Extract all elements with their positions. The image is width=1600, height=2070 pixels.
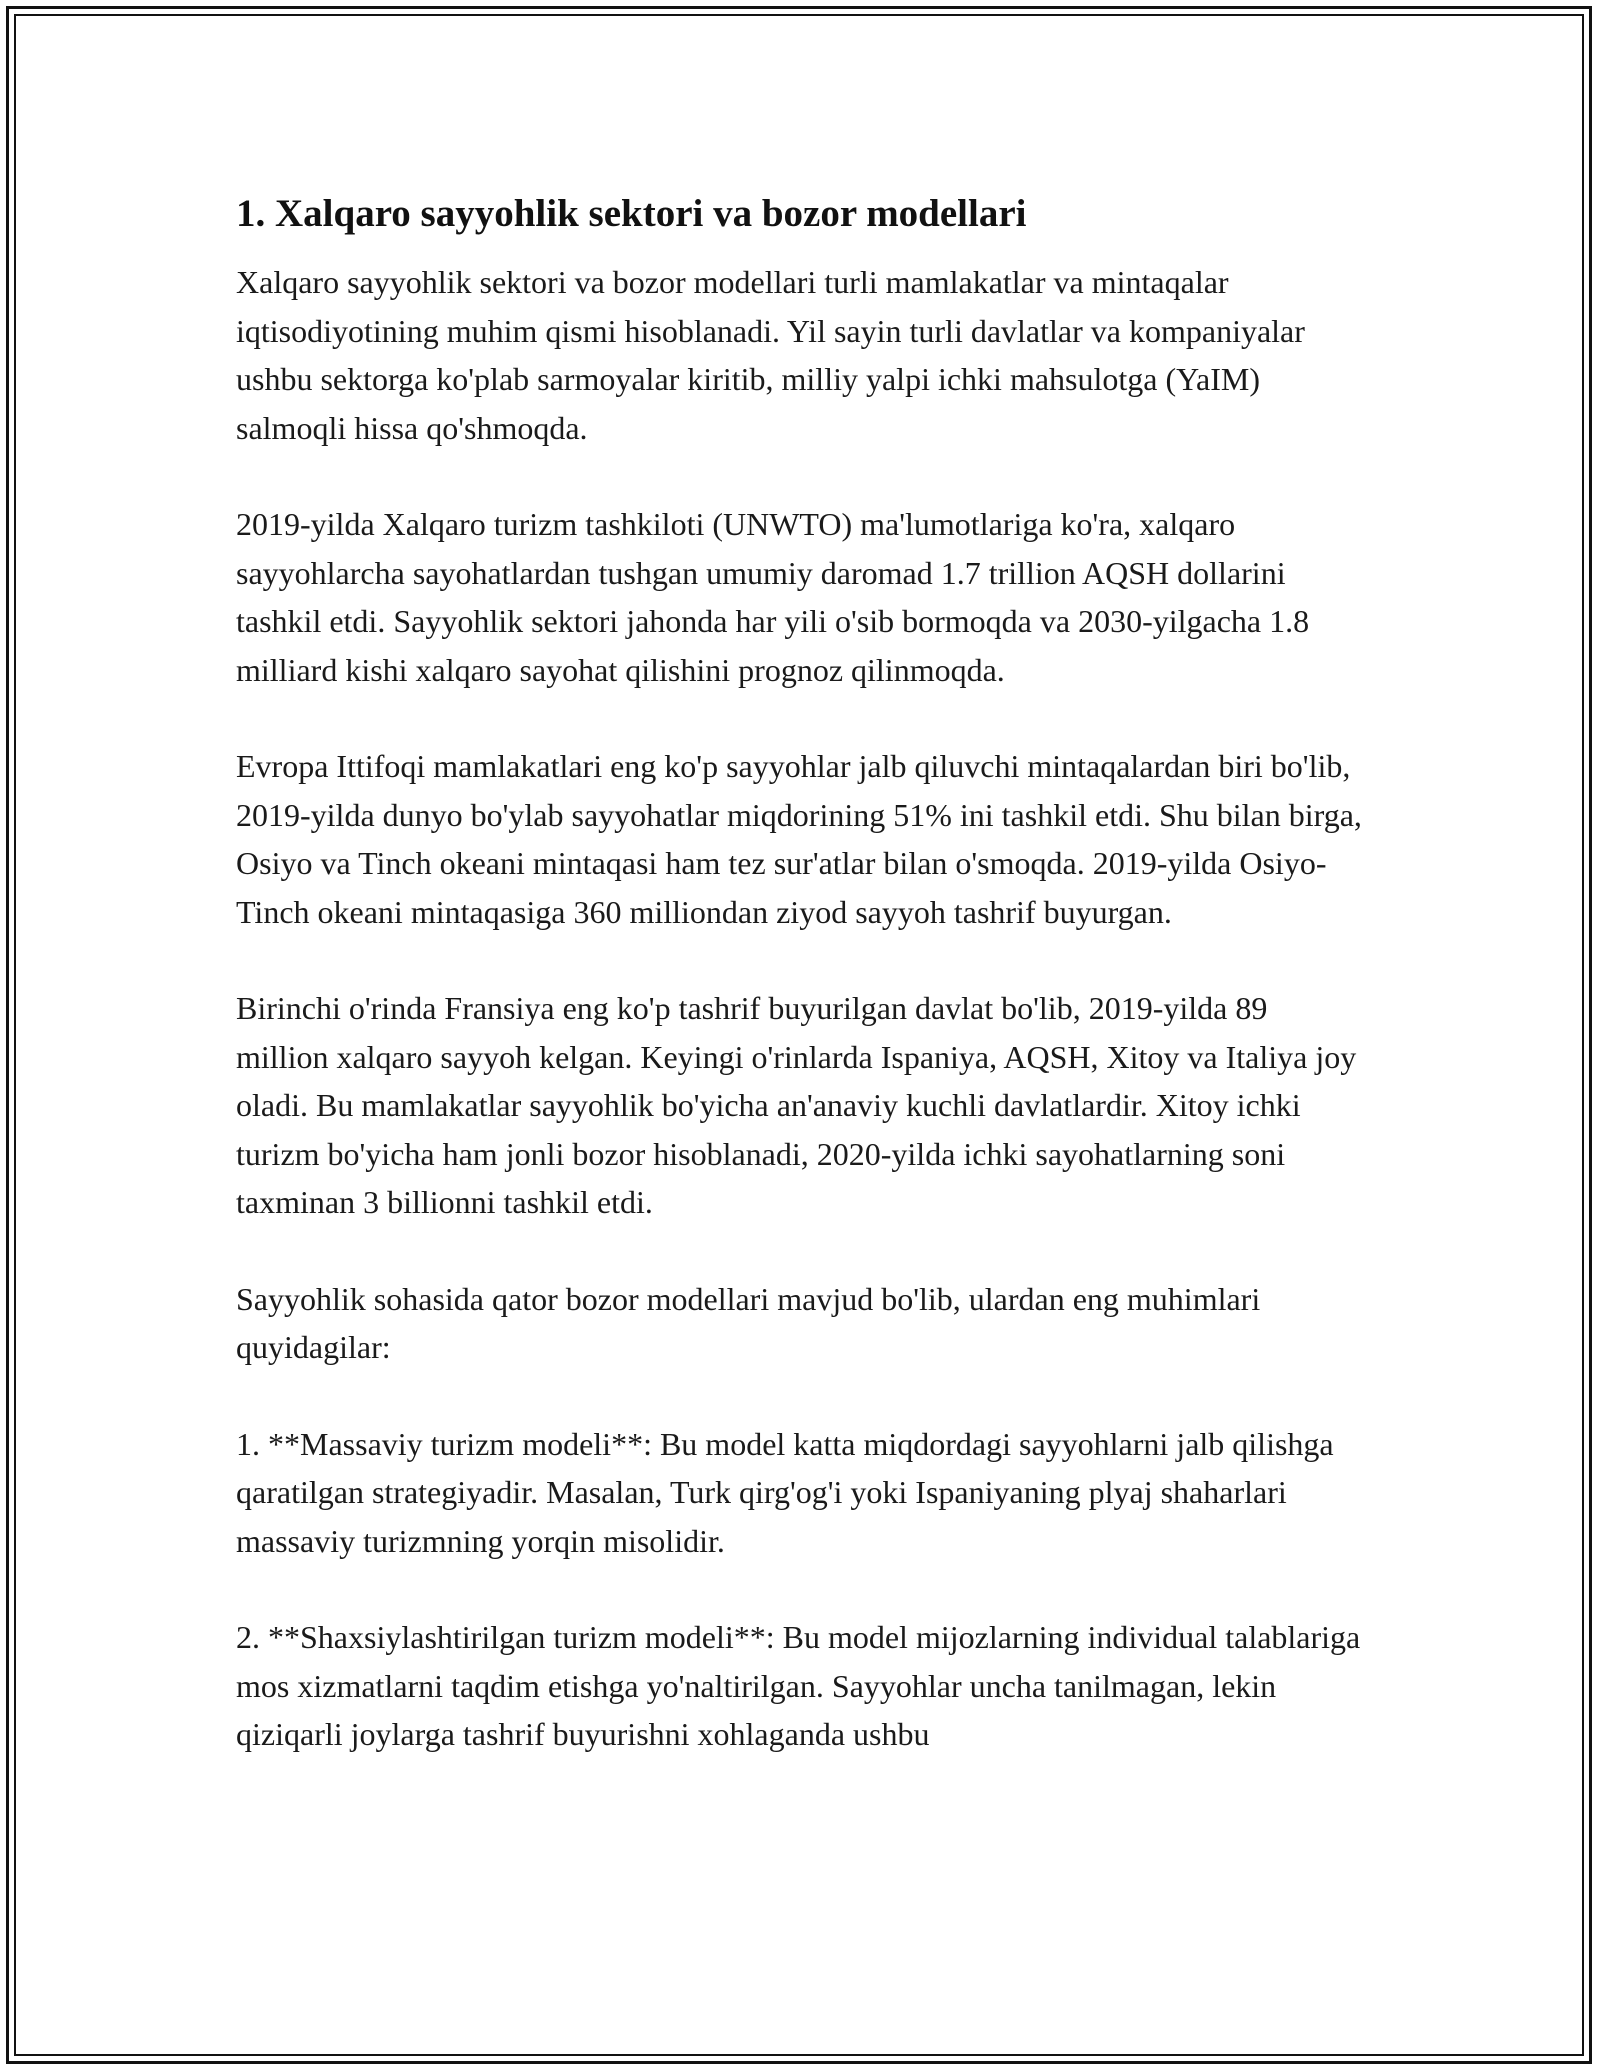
paragraph-intro: Xalqaro sayyohlik sektori va bozor modellari turli mamlakatlar va mintaqalar iqtisodiyotining muhim qismi hisoblanadi. Yil sayin turli davlatlar va kompaniyalar ushbu sektorga ko'plab sarmoyalar kiritib, milliy yalpi ichki mahsulotga (YaIM) salmoqli hissa qo'shmoqda. [236,264,1305,446]
paragraph-france: Birinchi o'rinda Fransiya eng ko'p tashrif buyurilgan davlat bo'lib, 2019-yilda 89 million xalqaro sayyoh kelgan. Keyingi o'rinlarda Ispaniya, AQSH, Xitoy va Italiya joy oladi. Bu mamlakatlar sayyohlik bo'yicha an'anaviy kuchli davlatlardir. Xitoy ichki turizm bo'yicha ham jonli bozor hisoblanadi, 2020-yilda ichki sayohatlarning soni taxminan 3 billionni tashkil etdi. [236,990,1357,1220]
paragraph-unwto: 2019-yilda Xalqaro turizm tashkiloti (UNWTO) ma'lumotlariga ko'ra, xalqaro sayyohlarcha sayohatlardan tushgan umumiy daromad 1.7 trillion AQSH dollarini tashkil etdi. Sayyohlik sektori jahonda har yili o'sib bormoqda va 2030-yilgacha 1.8 milliard kishi xalqaro sayohat qilishini prognoz qilinmoqda. [236,506,1310,688]
document-body [236,190,1364,1807]
section-heading: 1. Xalqaro sayyohlik sektori va bozor modellari [236,192,1027,235]
list-item-mass-tourism: 1. **Massaviy turizm modeli**: Bu model katta miqdordagi sayyohlarni jalb qilishga qaratilgan strategiyadir. Masalan, Turk qirg'og'i yoki Ispaniyaning plyaj shaharlari massaviy turizmning yorqin misolidir. [236,1425,1334,1559]
list-item-personalized-tourism: 2. **Shaxsiylashtirilgan turizm modeli**: Bu model mijozlarning individual talablariga mos xizmatlarni taqdim etishga yo'naltirilgan. Sayyohlar uncha tanilmagan, lekin qiziqarli joylarga tashrif buyurishni xohlaganda ushbu [236,1619,1361,1752]
paragraph-europe: Evropa Ittifoqi mamlakatlari eng ko'p sayyohlar jalb qiluvchi mintaqalardan biri bo'lib, 2019-yilda dunyo bo'ylab sayyohatlar miqdorining 51% ini tashkil etdi. Shu bilan birga, Osiyo va Tinch okeani mintaqasi ham tez sur'atlar bilan o'smoqda. 2019-yilda Osiyo-Tinch okeani mintaqasiga 360 milliondan ziyod sayyoh tashrif buyurgan. [236,748,1362,930]
paragraph-models-intro: Sayyohlik sohasida qator bozor modellari mavjud bo'lib, ulardan eng muhimlari quyidagilar: [236,1280,1261,1365]
